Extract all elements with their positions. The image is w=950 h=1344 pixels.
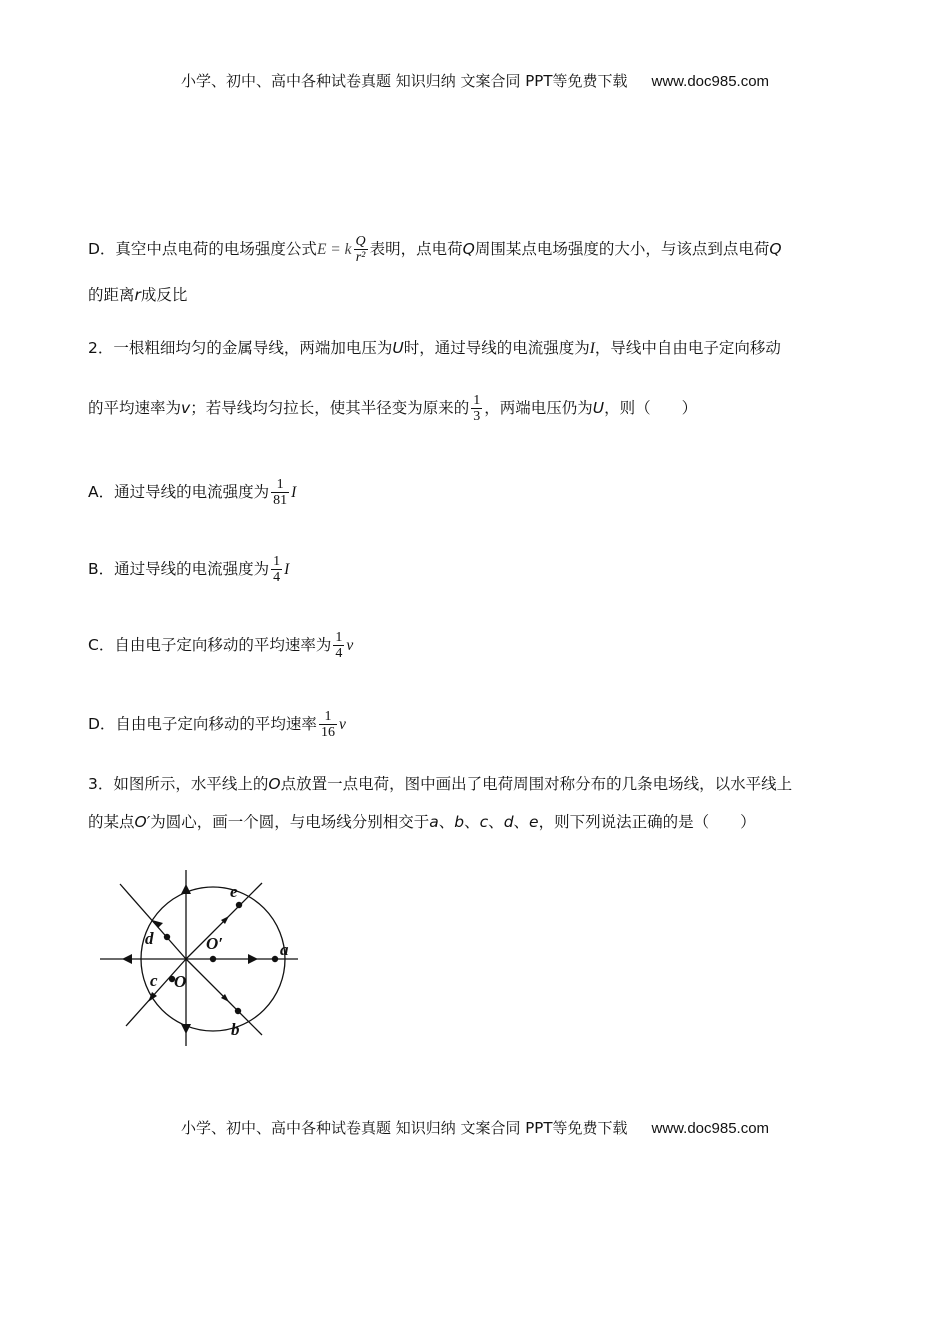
formula-lhs: E = k [316, 241, 352, 258]
fraction-den: 16 [320, 725, 335, 740]
header-text: 小学、初中、高中各种试卷真题 知识归纳 文案合同 PPT等免费下载 [180, 72, 628, 90]
point-o-prime-dot [210, 956, 216, 962]
fraction [333, 630, 344, 661]
option-label: A．通过导线的电流强度为 [88, 483, 270, 501]
q1d-text-mid: 表明，点电荷 [369, 240, 463, 258]
label-o: O [174, 972, 187, 991]
formula-den: r² [355, 250, 366, 265]
symbol-r: r [134, 286, 141, 304]
q1d-text: 成反比 [140, 286, 188, 304]
point-e-dot [236, 902, 242, 908]
fraction-den: 4 [335, 646, 343, 661]
q3-stem-line1 [88, 774, 792, 794]
option-label: C．自由电子定向移动的平均速率为 [88, 636, 332, 654]
option-label: B．通过导线的电流强度为 [88, 560, 270, 578]
label-o-prime: O′ [206, 934, 224, 953]
separator: 、 [464, 813, 480, 831]
q2-text: 的平均速率为 [88, 399, 182, 417]
fraction-den: 81 [273, 493, 288, 508]
q2-stem-line1 [88, 338, 781, 359]
fraction-den: 3 [473, 409, 481, 424]
fraction-num: 1 [319, 709, 337, 725]
q3-text: 为圆心，画一个圆，与电场线分别相交于 [150, 813, 430, 831]
label-d: d [145, 929, 154, 948]
q2-stem-line2 [88, 393, 697, 424]
arrow-down [181, 1024, 191, 1034]
symbol-o-prime: O′ [134, 813, 151, 831]
symbol-u: U [592, 399, 605, 417]
q1d-text: 的距离 [88, 286, 135, 304]
q3-stem-line2 [88, 812, 756, 832]
q3-text: 的某点 [88, 813, 135, 831]
electric-field-figure [90, 862, 310, 1054]
header-site[interactable]: www.doc985.com [651, 73, 770, 90]
q1d-text: D．真空中点电荷的电场强度公式 [88, 240, 317, 258]
q3-text: ，则下列说法正确的是（ ） [538, 813, 756, 831]
symbol-i: I [589, 340, 595, 357]
separator: 、 [488, 813, 504, 831]
symbol-o: O [268, 775, 281, 793]
field-line-lower-left [126, 959, 186, 1026]
symbol: I [291, 484, 297, 501]
separator: 、 [438, 813, 455, 831]
option-label: D．自由电子定向移动的平均速率 [88, 715, 317, 733]
label-b: b [231, 1020, 240, 1039]
q2-option-d[interactable] [88, 709, 346, 740]
point-a: a [429, 813, 439, 831]
q1-option-d-line2 [88, 285, 187, 305]
fraction [271, 554, 282, 585]
symbol-u: U [392, 339, 404, 357]
q2-text: ，导线中自由电子定向移动 [594, 339, 781, 357]
formula-num: Q [355, 234, 366, 249]
q2-text: ，则（ ） [604, 399, 698, 417]
footer-site[interactable]: www.doc985.com [651, 1120, 770, 1137]
q3-text: 3．如图所示，水平线上的 [88, 775, 269, 793]
q2-text: ，两端电压仍为 [484, 399, 593, 417]
label-a: a [280, 940, 289, 959]
label-c: c [150, 971, 158, 990]
formula-fraction [354, 234, 368, 265]
q2-text: 2．一根粗细均匀的金属导线，两端加电压为 [88, 339, 393, 357]
symbol-v: v [181, 399, 191, 417]
q3-text: 点放置一点电荷，图中画出了电荷周围对称分布的几条电场线，以水平线上 [280, 775, 793, 793]
point-e: e [529, 813, 539, 831]
fraction [271, 477, 289, 508]
point-a-dot [272, 956, 278, 962]
page-footer [0, 1117, 950, 1138]
q2-option-a[interactable] [88, 477, 296, 508]
q2-option-c[interactable] [88, 630, 353, 661]
fraction-num: 1 [271, 477, 289, 493]
point-d: d [503, 813, 514, 831]
fraction [319, 709, 337, 740]
q1d-text-mid2: 周围某点电场强度的大小，与该点到点电荷 [474, 240, 770, 258]
point-b-dot [235, 1008, 241, 1014]
q2-text: ；若导线均匀拉长，使其半径变为原来的 [190, 399, 470, 417]
fraction-den: 4 [273, 570, 281, 585]
q2-text: 时，通过导线的电流强度为 [403, 339, 590, 357]
symbol: v [346, 637, 354, 654]
q2-option-b[interactable] [88, 554, 289, 585]
point-b: b [454, 813, 465, 831]
symbol-q: Q [462, 240, 475, 258]
symbol-q: Q [769, 240, 782, 258]
fraction-num: 1 [273, 554, 281, 569]
arrow-left [122, 954, 132, 964]
footer-text: 小学、初中、高中各种试卷真题 知识归纳 文案合同 PPT等免费下载 [180, 1119, 628, 1137]
arrow-up [181, 884, 191, 894]
arrow-upper-left [152, 920, 163, 928]
point-c: c [479, 813, 489, 831]
fraction-num: 1 [335, 630, 343, 645]
fraction-num: 1 [473, 393, 481, 408]
symbol: v [338, 716, 346, 733]
symbol: I [284, 561, 290, 578]
separator: 、 [513, 813, 530, 831]
point-d-dot [164, 934, 170, 940]
q1-option-d-line1 [88, 234, 782, 265]
fraction [471, 393, 482, 424]
page-header [0, 70, 950, 91]
arrow-right [248, 954, 258, 964]
label-e: e [230, 882, 238, 901]
